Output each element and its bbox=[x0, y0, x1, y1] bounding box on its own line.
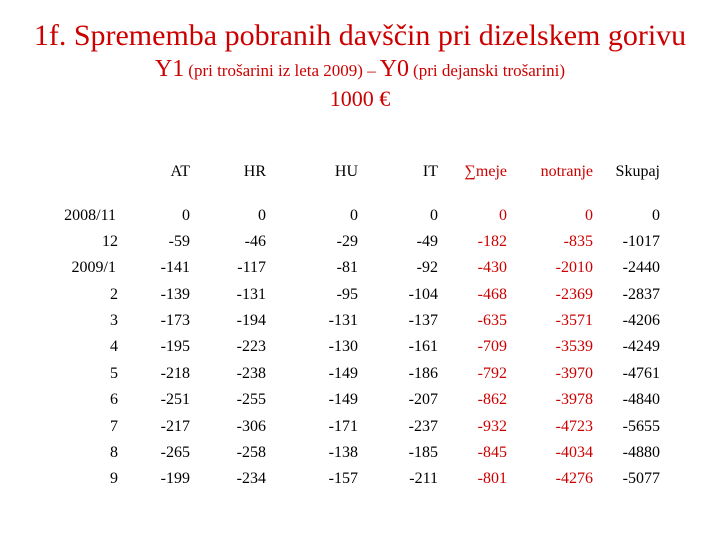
table-cell: -2837 bbox=[622, 286, 660, 303]
table-cell: -104 bbox=[408, 286, 438, 303]
subtitle-y1-note: (pri trošarini iz leta 2009) – bbox=[188, 61, 376, 80]
table-cell: -835 bbox=[563, 233, 593, 250]
row-label: 12 bbox=[102, 233, 118, 250]
table-cell: 0 bbox=[350, 207, 358, 224]
table-cell: -29 bbox=[336, 233, 358, 250]
table-cell: -237 bbox=[408, 418, 438, 435]
table-cell: -234 bbox=[236, 470, 266, 487]
table-cell: -4276 bbox=[555, 470, 593, 487]
table-cell: -635 bbox=[477, 312, 507, 329]
table-cell: -255 bbox=[236, 391, 266, 408]
table-cell: -186 bbox=[408, 365, 438, 382]
column-header: notranje bbox=[540, 163, 593, 180]
table-cell: -2010 bbox=[555, 259, 593, 276]
table-cell: -223 bbox=[236, 338, 266, 355]
table-cell: -709 bbox=[477, 338, 507, 355]
table-cell: -238 bbox=[236, 365, 266, 382]
table-cell: -3539 bbox=[555, 338, 593, 355]
subtitle-y1: Y1 bbox=[154, 56, 185, 82]
table-cell: 0 bbox=[430, 207, 438, 224]
table-cell: -131 bbox=[328, 312, 358, 329]
table-cell: -932 bbox=[477, 418, 507, 435]
table-cell: -3970 bbox=[555, 365, 593, 382]
table-cell: 0 bbox=[652, 207, 660, 224]
table-cell: -218 bbox=[160, 365, 190, 382]
table-cell: -81 bbox=[336, 259, 358, 276]
table-cell: -306 bbox=[236, 418, 266, 435]
table-cell: -862 bbox=[477, 391, 507, 408]
page-title: 1f. Sprememba pobranih davščin pri dizelskem gorivu bbox=[33, 19, 687, 52]
unit-label: 1000 € bbox=[329, 86, 391, 111]
table-cell: -430 bbox=[477, 259, 507, 276]
table-cell: -139 bbox=[160, 286, 190, 303]
table-cell: -5077 bbox=[622, 470, 660, 487]
table-cell: -92 bbox=[416, 259, 438, 276]
column-header: Skupaj bbox=[615, 163, 660, 180]
table-cell: -4034 bbox=[555, 444, 593, 461]
table-cell: -157 bbox=[328, 470, 358, 487]
table-cell: -194 bbox=[236, 312, 266, 329]
column-header: AT bbox=[170, 163, 190, 180]
table-cell: -173 bbox=[160, 312, 190, 329]
column-header: IT bbox=[422, 163, 438, 180]
table-cell: -4249 bbox=[622, 338, 660, 355]
column-header: ∑meje bbox=[464, 163, 507, 180]
table-cell: -59 bbox=[168, 233, 190, 250]
table-cell: -4840 bbox=[622, 391, 660, 408]
subtitle-y0-note: (pri dejanski trošarini) bbox=[413, 61, 566, 80]
table-cell: -137 bbox=[408, 312, 438, 329]
table-cell: -2369 bbox=[555, 286, 593, 303]
table-cell: -171 bbox=[328, 418, 358, 435]
column-header: HR bbox=[243, 163, 266, 180]
table-cell: -141 bbox=[160, 259, 190, 276]
row-label: 2008/11 bbox=[64, 207, 116, 224]
table-cell: -195 bbox=[160, 338, 190, 355]
table-cell: -117 bbox=[237, 259, 266, 276]
table-cell: -265 bbox=[160, 444, 190, 461]
row-label: 2 bbox=[110, 286, 118, 303]
table-cell: -130 bbox=[328, 338, 358, 355]
table-cell: -258 bbox=[236, 444, 266, 461]
table-cell: -4206 bbox=[622, 312, 660, 329]
table-cell: -4880 bbox=[622, 444, 660, 461]
table-cell: -182 bbox=[477, 233, 507, 250]
table-cell: -199 bbox=[160, 470, 190, 487]
table-cell: -161 bbox=[408, 338, 438, 355]
table-cell: -185 bbox=[408, 444, 438, 461]
table-cell: -5655 bbox=[622, 418, 660, 435]
table-cell: -149 bbox=[328, 365, 358, 382]
table-cell: -3571 bbox=[555, 312, 593, 329]
table-cell: -217 bbox=[160, 418, 190, 435]
table-cell: 0 bbox=[182, 207, 190, 224]
table-cell: -845 bbox=[477, 444, 507, 461]
subtitle-y0: Y0 bbox=[379, 56, 410, 82]
table-cell: 0 bbox=[585, 207, 593, 224]
table-cell: -138 bbox=[328, 444, 358, 461]
table-cell: -1017 bbox=[622, 233, 660, 250]
table-cell: -95 bbox=[336, 286, 358, 303]
row-label: 7 bbox=[110, 418, 118, 435]
table-cell: -149 bbox=[328, 391, 358, 408]
row-label: 9 bbox=[110, 470, 118, 487]
table-cell: -792 bbox=[477, 365, 507, 382]
table-cell: 0 bbox=[499, 207, 507, 224]
row-label: 5 bbox=[110, 365, 118, 382]
row-label: 8 bbox=[110, 444, 118, 461]
table-cell: -4723 bbox=[555, 418, 593, 435]
row-label: 3 bbox=[110, 312, 118, 329]
row-label: 4 bbox=[110, 338, 118, 355]
table-cell: -3978 bbox=[555, 391, 593, 408]
table-cell: -49 bbox=[416, 233, 438, 250]
table-cell: 0 bbox=[258, 207, 266, 224]
table-cell: -468 bbox=[477, 286, 507, 303]
table-cell: -4761 bbox=[622, 365, 660, 382]
table-cell: -46 bbox=[244, 233, 266, 250]
table-cell: -251 bbox=[160, 391, 190, 408]
table-cell: -801 bbox=[477, 470, 507, 487]
table-cell: -211 bbox=[409, 470, 438, 487]
row-label: 2009/1 bbox=[71, 259, 116, 276]
table-cell: -207 bbox=[408, 391, 438, 408]
table-cell: -131 bbox=[236, 286, 266, 303]
column-header: HU bbox=[334, 163, 358, 180]
table-cell: -2440 bbox=[622, 259, 660, 276]
row-label: 6 bbox=[110, 391, 118, 408]
